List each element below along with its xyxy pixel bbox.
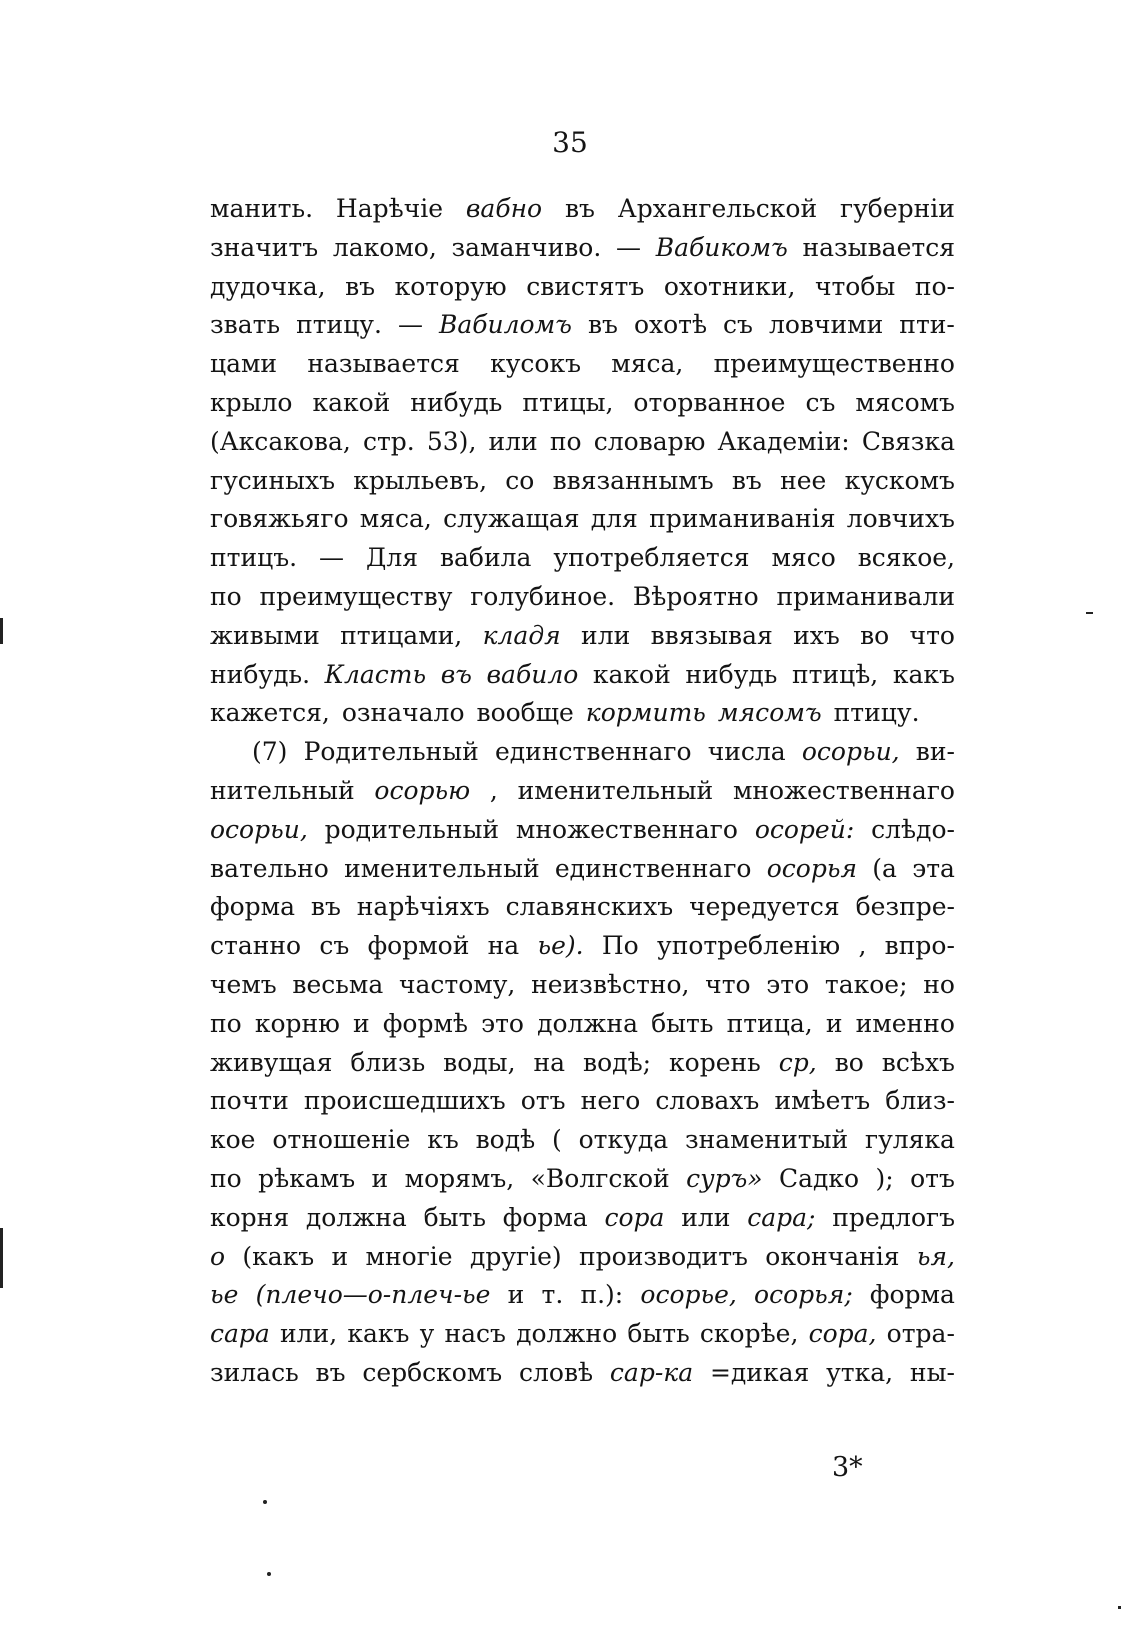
word: водѣ xyxy=(475,1125,536,1155)
word: по xyxy=(210,581,242,611)
word: отъ xyxy=(910,1163,955,1193)
word: родительный xyxy=(324,814,500,844)
word: Вабикомъ xyxy=(655,232,788,262)
text-line xyxy=(210,578,955,617)
word: частому, xyxy=(398,969,516,999)
word: осорья; xyxy=(754,1280,853,1310)
word: живыми xyxy=(210,620,320,650)
word: форма xyxy=(502,1202,588,1232)
word: птица, xyxy=(726,1008,813,1038)
word: это xyxy=(481,1008,524,1038)
word: вообще xyxy=(476,698,574,728)
word: ( xyxy=(552,1125,562,1155)
word: охотѣ xyxy=(633,310,708,340)
word: единственнаго xyxy=(494,737,692,767)
text-line xyxy=(210,1044,955,1083)
word: мясомъ xyxy=(855,387,955,417)
word: Вѣроятно xyxy=(632,581,759,611)
word: манить. xyxy=(210,194,314,223)
word: Вабиломъ xyxy=(438,310,572,340)
word: осорья xyxy=(766,853,858,883)
word: осорей: xyxy=(754,814,855,844)
word: ви- xyxy=(915,737,955,767)
word: сора, xyxy=(808,1319,877,1349)
word: къ xyxy=(427,1125,459,1155)
text-line xyxy=(210,656,955,695)
word: близь xyxy=(350,1047,426,1077)
word: что xyxy=(909,620,955,650)
word: быть xyxy=(651,1008,714,1038)
word: окончанія xyxy=(765,1241,900,1271)
word: (какъ xyxy=(242,1241,315,1271)
word: кусокъ xyxy=(490,349,581,379)
word: дудочка, xyxy=(210,271,326,301)
word: живущая xyxy=(210,1047,333,1077)
word: или xyxy=(581,620,631,650)
word: рѣкамъ xyxy=(258,1163,356,1193)
word: ловчими xyxy=(768,310,884,340)
word: крыло xyxy=(210,387,293,417)
word: отра- xyxy=(886,1319,955,1349)
word: — xyxy=(616,232,642,262)
word: единственнаго xyxy=(554,853,752,883)
text-line xyxy=(210,462,955,501)
word: съ xyxy=(723,310,753,340)
text-line xyxy=(210,268,955,307)
word: означало xyxy=(341,698,465,728)
text-line xyxy=(210,539,955,578)
text-line xyxy=(210,306,955,345)
word: , xyxy=(489,775,498,805)
word: пти- xyxy=(899,310,955,340)
word: птицу. xyxy=(833,698,920,728)
word: кормить xyxy=(585,698,706,728)
word: 53), xyxy=(426,426,477,456)
word: Родительный xyxy=(303,737,479,767)
word: заманчиво. xyxy=(451,232,602,262)
word: быть xyxy=(423,1202,486,1232)
word: — xyxy=(319,543,345,573)
word: сара xyxy=(210,1319,270,1349)
word: преимущественно xyxy=(713,349,955,379)
word: корня xyxy=(210,1202,290,1232)
word: охотники, xyxy=(663,271,796,301)
word: въ xyxy=(310,892,341,922)
word: по xyxy=(210,1008,242,1038)
word: птицъ. xyxy=(210,543,298,573)
word: слѣдо- xyxy=(871,814,955,844)
word: должна xyxy=(305,1202,407,1232)
word: вабно xyxy=(465,194,543,223)
word: это xyxy=(766,969,810,999)
word: ); xyxy=(875,1163,894,1193)
word: вабило xyxy=(486,659,579,689)
word: Архангельской xyxy=(617,194,818,223)
text-line xyxy=(210,772,955,811)
word: именно xyxy=(855,1008,955,1038)
word: скорѣе, xyxy=(699,1319,799,1349)
text-line xyxy=(210,1238,955,1277)
word: въ xyxy=(587,310,618,340)
word: въ xyxy=(564,194,595,223)
word: со xyxy=(505,465,535,495)
word: воды, xyxy=(443,1047,516,1077)
word: у xyxy=(419,1319,435,1349)
word: станно xyxy=(210,931,302,961)
word: другіе) xyxy=(469,1241,562,1271)
word: преимуществу xyxy=(259,581,453,611)
word: отношеніе xyxy=(272,1125,411,1155)
word: какъ xyxy=(347,1319,410,1349)
word: =дикая xyxy=(709,1357,810,1387)
word: близ- xyxy=(885,1086,955,1116)
word: нее xyxy=(780,465,827,495)
text-line xyxy=(210,500,955,539)
word: именительный xyxy=(344,853,540,883)
word: (Аксакова, xyxy=(210,426,351,456)
word: какой xyxy=(592,659,671,689)
word: и xyxy=(353,1008,370,1038)
word: мяса, xyxy=(359,504,432,534)
word: осорье, xyxy=(640,1280,737,1310)
text-line xyxy=(210,1121,955,1160)
text-line xyxy=(210,850,955,889)
word: птицу. xyxy=(296,310,382,340)
word: ввязывая xyxy=(650,620,773,650)
word: форма xyxy=(210,892,295,922)
word: сербскомъ xyxy=(362,1357,503,1387)
word: , xyxy=(858,931,867,961)
word: въ xyxy=(440,659,472,689)
word: словѣ xyxy=(519,1357,594,1387)
word: сора xyxy=(604,1202,665,1232)
word: сара; xyxy=(747,1202,816,1232)
text-block xyxy=(210,190,955,1393)
word: крыльевъ, xyxy=(353,465,488,495)
word: такое; xyxy=(824,969,908,999)
text-line xyxy=(210,384,955,423)
word: осорьи, xyxy=(210,814,308,844)
word: почти xyxy=(210,1086,289,1116)
word: зилась xyxy=(210,1357,299,1387)
word: по xyxy=(210,1163,242,1193)
word: лакомо, xyxy=(332,232,437,262)
word: кое xyxy=(210,1125,256,1155)
word: происшедшихъ xyxy=(303,1086,506,1116)
word: звать xyxy=(210,310,281,340)
word: многіе xyxy=(365,1241,453,1271)
word: водѣ; xyxy=(583,1047,652,1077)
text-line xyxy=(210,1315,955,1354)
word: ловчихъ xyxy=(846,504,955,534)
word: него xyxy=(580,1086,641,1116)
word: Нарѣчіе xyxy=(335,194,444,223)
word: и xyxy=(825,1008,843,1038)
scan-mark xyxy=(1118,1606,1121,1609)
word: имѣетъ xyxy=(774,1086,871,1116)
word: осорью xyxy=(374,775,471,805)
word: чередуется xyxy=(689,892,840,922)
word: осорьи, xyxy=(801,737,900,767)
word: ья, xyxy=(916,1241,955,1271)
word: Садко xyxy=(778,1163,860,1193)
word: чтобы xyxy=(814,271,896,301)
word: но xyxy=(923,969,955,999)
word: числа xyxy=(707,737,786,767)
word: насъ xyxy=(444,1319,506,1349)
word: на xyxy=(487,931,520,961)
text-line xyxy=(210,1276,955,1315)
word: или, xyxy=(280,1319,338,1349)
word: весьма xyxy=(292,969,384,999)
word: для xyxy=(590,504,638,534)
word: значитъ xyxy=(210,232,319,262)
word: цами xyxy=(210,349,278,379)
word: корень xyxy=(669,1047,761,1077)
text-line xyxy=(210,1199,955,1238)
word: т. xyxy=(541,1280,564,1310)
text-line xyxy=(210,345,955,384)
word: или xyxy=(488,426,538,456)
word: о xyxy=(210,1241,226,1271)
word: ье xyxy=(210,1280,239,1310)
word: нарѣчіяхъ xyxy=(356,892,490,922)
word: птицѣ, xyxy=(792,659,879,689)
word: откуда xyxy=(578,1125,669,1155)
word: съ xyxy=(319,931,350,961)
word: приманивали xyxy=(776,581,955,611)
word: говяжьяго xyxy=(210,504,349,534)
word: въ xyxy=(731,465,762,495)
text-line xyxy=(210,190,955,229)
word: неизвѣстно, xyxy=(531,969,690,999)
word: форма xyxy=(869,1280,955,1310)
word: (а xyxy=(872,853,897,883)
word: словарю xyxy=(593,426,706,456)
word: «Волгской xyxy=(530,1163,670,1193)
word: называется xyxy=(307,349,460,379)
word: нибудь xyxy=(685,659,778,689)
word: вательно xyxy=(210,853,329,883)
word: (7) xyxy=(252,737,288,767)
word: какой xyxy=(312,387,391,417)
scan-mark xyxy=(263,1500,267,1504)
text-line xyxy=(210,1082,955,1121)
word: впро- xyxy=(884,931,955,961)
text-line xyxy=(210,423,955,462)
word: нибудь. xyxy=(210,659,311,689)
word: безпре- xyxy=(855,892,955,922)
word: корню xyxy=(254,1008,340,1038)
word: въ xyxy=(315,1357,346,1387)
word: и xyxy=(371,1163,389,1193)
word: Класть xyxy=(324,659,427,689)
word: славянскихъ xyxy=(505,892,674,922)
word: утка, xyxy=(826,1357,894,1387)
scan-mark xyxy=(0,618,3,644)
word: эта xyxy=(912,853,955,883)
text-line xyxy=(210,617,955,656)
word: нительный xyxy=(210,775,355,805)
word: производитъ xyxy=(579,1241,748,1271)
scan-mark xyxy=(0,1228,3,1288)
word: (плечо—о-плеч-ье xyxy=(255,1280,491,1310)
word: должно xyxy=(516,1319,618,1349)
text-line xyxy=(210,1005,955,1044)
word: по xyxy=(549,426,582,456)
text-line xyxy=(210,966,955,1005)
text-line xyxy=(210,927,955,966)
word: стр. xyxy=(362,426,415,456)
word: губерніи xyxy=(839,194,955,223)
text-line xyxy=(210,733,955,772)
word: вабила xyxy=(439,543,532,573)
word: именительный xyxy=(517,775,714,805)
text-line xyxy=(210,1354,955,1393)
word: нибудь xyxy=(410,387,503,417)
word: мяса, xyxy=(611,349,684,379)
word: множественнаго xyxy=(515,814,738,844)
word: ввязаннымъ xyxy=(552,465,714,495)
word: на xyxy=(533,1047,566,1077)
word: знаменитый xyxy=(684,1125,849,1155)
word: голубиное. xyxy=(470,581,616,611)
word: свистятъ xyxy=(526,271,645,301)
word: По xyxy=(601,931,639,961)
text-line xyxy=(210,888,955,927)
word: множественнаго xyxy=(732,775,955,805)
word: ср, xyxy=(778,1047,817,1077)
word: птицы, xyxy=(522,387,614,417)
word: ны- xyxy=(909,1357,955,1387)
word: съ xyxy=(805,387,836,417)
word: мясо xyxy=(771,543,836,573)
word: по- xyxy=(914,271,955,301)
word: называется xyxy=(802,232,955,262)
word: должна xyxy=(537,1008,638,1038)
word: что xyxy=(705,969,751,999)
word: предлогъ xyxy=(832,1202,955,1232)
word: оторванное xyxy=(633,387,786,417)
word: кускомъ xyxy=(844,465,955,495)
word: приманиванія xyxy=(649,504,836,534)
scan-mark xyxy=(1086,612,1093,614)
word: Академіи: xyxy=(717,426,850,456)
word: и xyxy=(331,1241,349,1271)
word: быть xyxy=(627,1319,690,1349)
word: словахъ xyxy=(655,1086,760,1116)
word: п.): xyxy=(580,1280,624,1310)
word: или xyxy=(681,1202,731,1232)
word: какъ xyxy=(892,659,955,689)
word: гуляка xyxy=(864,1125,955,1155)
word: кажется, xyxy=(210,698,330,728)
word: въ xyxy=(345,271,376,301)
word: суръ» xyxy=(686,1163,763,1193)
word: всякое, xyxy=(857,543,955,573)
text-line xyxy=(210,229,955,268)
word: употребляется xyxy=(553,543,750,573)
word: отъ xyxy=(520,1086,566,1116)
word: птицами, xyxy=(340,620,463,650)
text-line xyxy=(210,694,955,733)
word: во xyxy=(860,620,890,650)
word: во xyxy=(834,1047,864,1077)
word: чемъ xyxy=(210,969,277,999)
word: морямъ, xyxy=(404,1163,515,1193)
word: мясомъ xyxy=(717,698,822,728)
word: гусиныхъ xyxy=(210,465,336,495)
word: ье). xyxy=(537,931,584,961)
word: сар-ка xyxy=(609,1357,694,1387)
word: употребленію xyxy=(656,931,841,961)
word: Связка xyxy=(861,426,955,456)
word: Для xyxy=(366,543,418,573)
signature-mark: 3* xyxy=(832,1452,863,1483)
word: — xyxy=(397,310,423,340)
word: служащая xyxy=(443,504,580,534)
word: и xyxy=(507,1280,525,1310)
word: которую xyxy=(394,271,507,301)
text-line xyxy=(210,811,955,850)
page-number: 35 xyxy=(552,126,588,159)
word: формой xyxy=(367,931,470,961)
word: ихъ xyxy=(793,620,840,650)
word: кладя xyxy=(482,620,561,650)
scan-mark xyxy=(267,1572,271,1576)
word: всѣхъ xyxy=(881,1047,955,1077)
word: формѣ xyxy=(382,1008,468,1038)
text-line xyxy=(210,1160,955,1199)
